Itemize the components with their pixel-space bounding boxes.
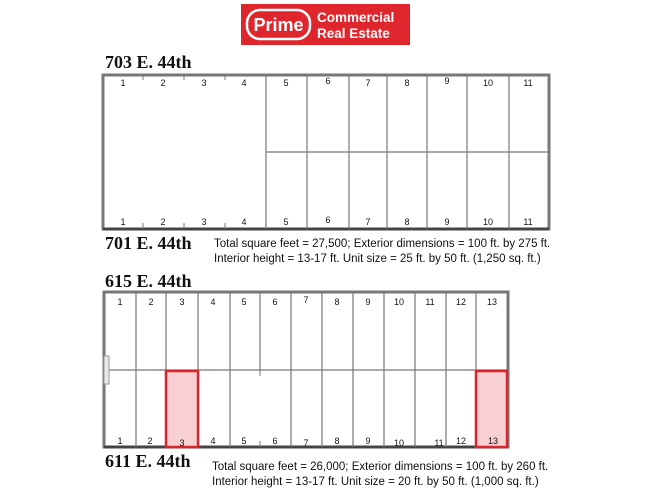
unit-label: 2 <box>160 217 166 227</box>
unit-label: 3 <box>179 297 185 307</box>
bottom-building-title-top: 615 E. 44th <box>105 271 192 291</box>
unit-label: 3 <box>179 438 185 448</box>
unit-label: 12 <box>455 436 467 446</box>
unit-label: 4 <box>210 297 216 307</box>
top-building-info-1: Total square feet = 27,500; Exterior dimensions = 100 ft. by 275 ft. <box>214 238 551 250</box>
unit-label: 7 <box>365 78 371 88</box>
top-building-title-top: 703 E. 44th <box>105 52 192 72</box>
unit-label: 4 <box>241 78 247 88</box>
top-building-title-bottom: 701 E. 44th <box>105 233 192 253</box>
unit-label: 13 <box>487 436 499 446</box>
unit-label: 8 <box>404 217 410 227</box>
logo-line2: Real Estate <box>317 26 390 41</box>
unit-label: 10 <box>393 297 405 307</box>
unit-label: 9 <box>365 436 371 446</box>
side-door <box>104 356 109 384</box>
unit-label: 7 <box>303 295 309 305</box>
unit-label: 6 <box>272 297 278 307</box>
unit-label: 9 <box>444 217 450 227</box>
unit-label: 1 <box>120 217 126 227</box>
unit-label: 8 <box>334 436 340 446</box>
unit-label: 6 <box>325 215 331 225</box>
logo-line1: Commercial <box>317 10 395 25</box>
unit-label: 7 <box>365 217 371 227</box>
unit-label: 5 <box>241 297 247 307</box>
unit-label: 10 <box>393 438 405 448</box>
unit-label: 10 <box>482 78 494 88</box>
unit-label: 5 <box>283 78 289 88</box>
unit-label: 4 <box>210 436 216 446</box>
highlighted-unit-3 <box>166 371 198 447</box>
unit-label: 11 <box>425 297 435 307</box>
unit-label: 11 <box>523 217 533 227</box>
unit-label: 6 <box>272 436 278 446</box>
logo-badge-text: Prime <box>253 15 304 35</box>
unit-label: 5 <box>283 217 289 227</box>
unit-label: 2 <box>147 436 153 446</box>
top-building-labels-bottom <box>120 215 532 227</box>
unit-label: 8 <box>404 78 410 88</box>
bottom-building-info-2: Interior height = 13-17 ft. Unit size = 20 ft. by 50 ft. (1,000 sq. ft.) <box>212 476 539 488</box>
unit-label: 3 <box>201 217 207 227</box>
unit-label: 2 <box>160 78 166 88</box>
unit-label: 3 <box>201 78 207 88</box>
unit-label: 11 <box>523 78 533 88</box>
bottom-building-labels-top <box>117 295 497 307</box>
unit-label: 1 <box>117 436 123 446</box>
unit-label: 8 <box>334 297 340 307</box>
top-building-labels-top <box>120 76 532 88</box>
unit-label: 11 <box>434 438 444 448</box>
unit-label: 5 <box>241 436 247 446</box>
bottom-building-plan <box>104 292 508 448</box>
top-building-plan <box>103 75 549 229</box>
unit-label: 9 <box>365 297 371 307</box>
unit-label: 6 <box>325 76 331 86</box>
bottom-building-title-bottom: 611 E. 44th <box>105 451 191 471</box>
unit-label: 7 <box>303 438 309 448</box>
unit-label: 4 <box>241 217 247 227</box>
unit-label: 1 <box>117 297 123 307</box>
unit-label: 2 <box>148 297 154 307</box>
unit-label: 13 <box>486 297 498 307</box>
unit-label: 12 <box>455 297 467 307</box>
bottom-building-info-1: Total square feet = 26,000; Exterior dimensions = 100 ft. by 260 ft. <box>212 461 549 473</box>
top-building-info-2: Interior height = 13-17 ft. Unit size = 25 ft. by 50 ft. (1,250 sq. ft.) <box>214 253 541 265</box>
unit-label: 9 <box>444 76 450 86</box>
unit-label: 10 <box>482 217 494 227</box>
unit-label: 1 <box>120 78 126 88</box>
